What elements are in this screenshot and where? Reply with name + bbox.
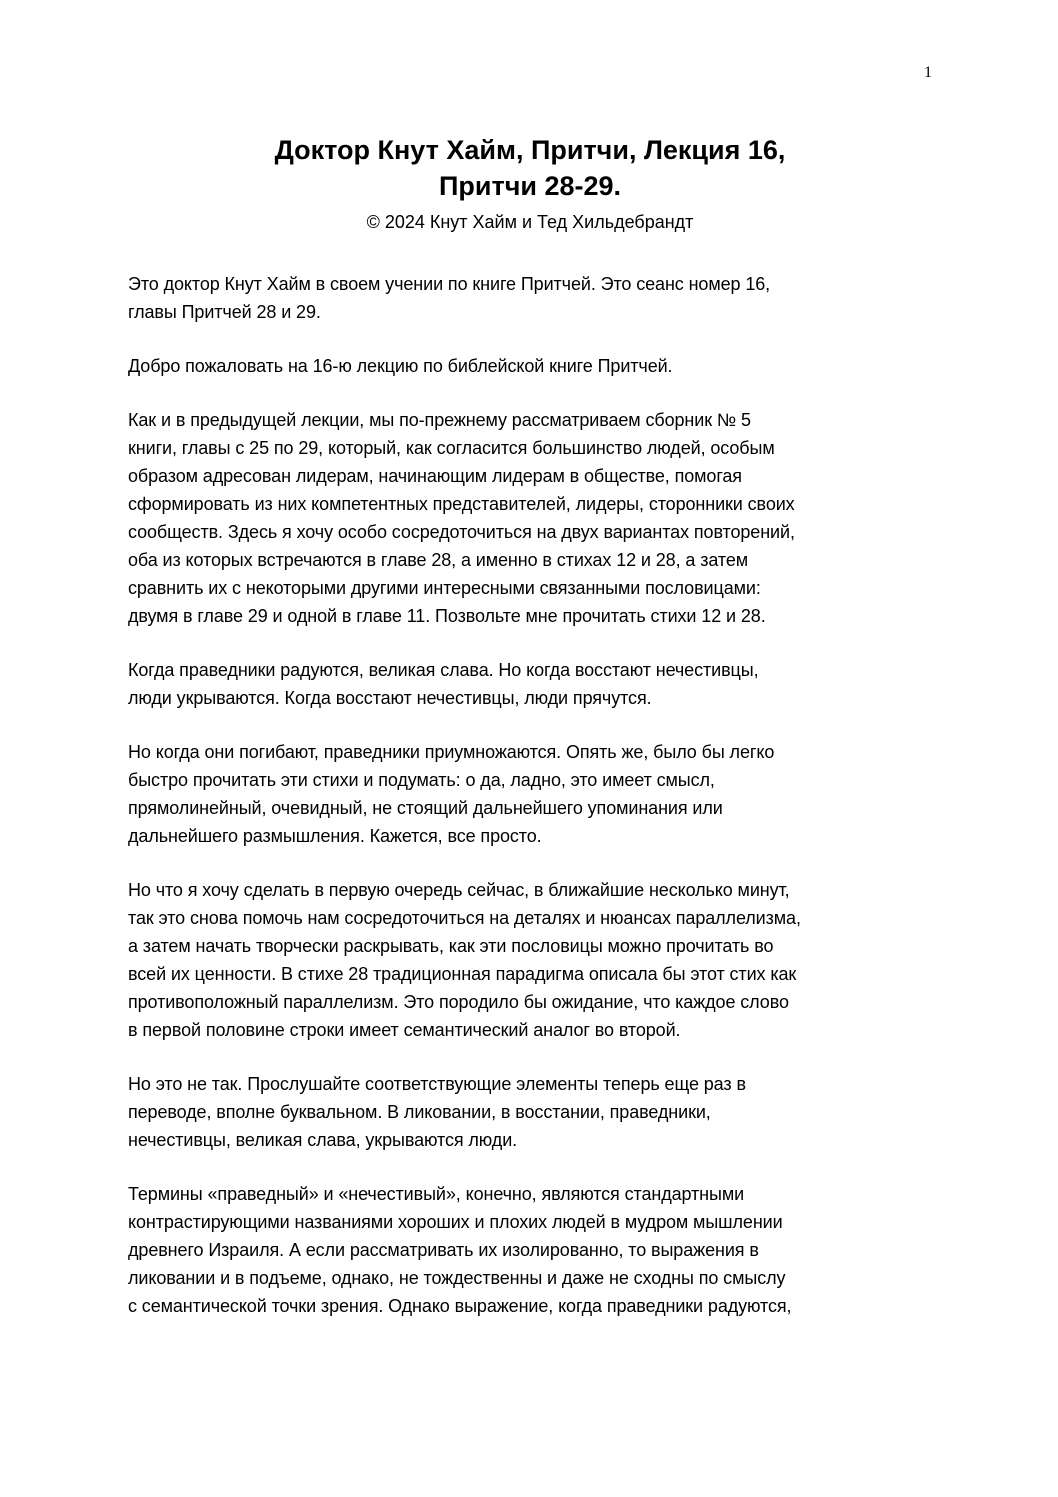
paragraph-line: Добро пожаловать на 16-ю лекцию по библейской книге Притчей.	[128, 356, 673, 376]
paragraph-line: контрастирующими названиями хороших и плохих людей в мудром мышлении	[128, 1212, 783, 1232]
paragraph-line: быстро прочитать эти стихи и подумать: о да, ладно, это имеет смысл,	[128, 770, 715, 790]
paragraph-line: ликовании и в подъеме, однако, не тождественны и даже не сходны по смыслу	[128, 1268, 786, 1288]
body-paragraph	[128, 876, 932, 1044]
paragraph-line: люди укрываются. Когда восстают нечестивцы, люди прячутся.	[128, 688, 652, 708]
title-block	[128, 132, 932, 236]
paragraph-line: Но когда они погибают, праведники приумножаются. Опять же, было бы легко	[128, 742, 775, 762]
body-paragraph	[128, 352, 932, 380]
copyright-notice: © 2024 Кнут Хайм и Тед Хильдебрандт	[366, 212, 694, 232]
body-paragraph	[128, 270, 932, 326]
paragraph-line: Как и в предыдущей лекции, мы по-прежнему рассматриваем сборник № 5	[128, 410, 751, 430]
paragraph-line: древнего Израиля. А если рассматривать их изолированно, то выражения в	[128, 1240, 759, 1260]
paragraph-line: Но что я хочу сделать в первую очередь сейчас, в ближайшие несколько минут,	[128, 880, 790, 900]
paragraph-line: а затем начать творчески раскрывать, как эти пословицы можно прочитать во	[128, 936, 774, 956]
paragraph-line: так это снова помочь нам сосредоточиться на деталях и нюансах параллелизма,	[128, 908, 801, 928]
paragraph-line: с семантической точки зрения. Однако выражение, когда праведники радуются,	[128, 1296, 792, 1316]
paragraph-line: Но это не так. Прослушайте соответствующие элементы теперь еще раз в	[128, 1074, 746, 1094]
document-title-line-2: Притчи 28-29.	[438, 171, 622, 201]
document-title-line-1: Доктор Кнут Хайм, Притчи, Лекция 16,	[274, 135, 786, 165]
paragraph-line: главы Притчей 28 и 29.	[128, 302, 321, 322]
body-paragraph	[128, 1180, 932, 1320]
paragraph-line: переводе, вполне буквальном. В ликовании, в восстании, праведники,	[128, 1102, 711, 1122]
paragraph-line: сформировать из них компетентных представителей, лидеры, сторонники своих	[128, 494, 795, 514]
paragraph-line: книги, главы с 25 по 29, который, как согласится большинство людей, особым	[128, 438, 775, 458]
body-paragraph	[128, 1070, 932, 1154]
paragraph-line: прямолинейный, очевидный, не стоящий дальнейшего упоминания или	[128, 798, 723, 818]
body-paragraph	[128, 656, 932, 712]
body-paragraph	[128, 406, 932, 630]
paragraph-line: сравнить их с некоторыми другими интересными связанными пословицами:	[128, 578, 761, 598]
paragraph-line: всей их ценности. В стихе 28 традиционная парадигма описала бы этот стих как	[128, 964, 797, 984]
paragraph-line: сообществ. Здесь я хочу особо сосредоточиться на двух вариантах повторений,	[128, 522, 795, 542]
page-number: 1	[924, 64, 932, 81]
paragraph-line: оба из которых встречаются в главе 28, а именно в стихах 12 и 28, а затем	[128, 550, 749, 570]
paragraph-line: в первой половине строки имеет семантический аналог во второй.	[128, 1020, 681, 1040]
document-body	[128, 270, 932, 1346]
paragraph-line: Когда праведники радуются, великая слава. Но когда восстают нечестивцы,	[128, 660, 759, 680]
paragraph-line: Это доктор Кнут Хайм в своем учении по книге Притчей. Это сеанс номер 16,	[128, 274, 771, 294]
paragraph-line: двумя в главе 29 и одной в главе 11. Позвольте мне прочитать стихи 12 и 28.	[128, 606, 766, 626]
paragraph-line: нечестивцы, великая слава, укрываются люди.	[128, 1130, 518, 1150]
paragraph-line: образом адресован лидерам, начинающим лидерам в обществе, помогая	[128, 466, 742, 486]
paragraph-line: Термины «праведный» и «нечестивый», конечно, являются стандартными	[128, 1184, 745, 1204]
paragraph-line: дальнейшего размышления. Кажется, все просто.	[128, 826, 542, 846]
paragraph-line: противоположный параллелизм. Это породило бы ожидание, что каждое слово	[128, 992, 789, 1012]
body-paragraph	[128, 738, 932, 850]
